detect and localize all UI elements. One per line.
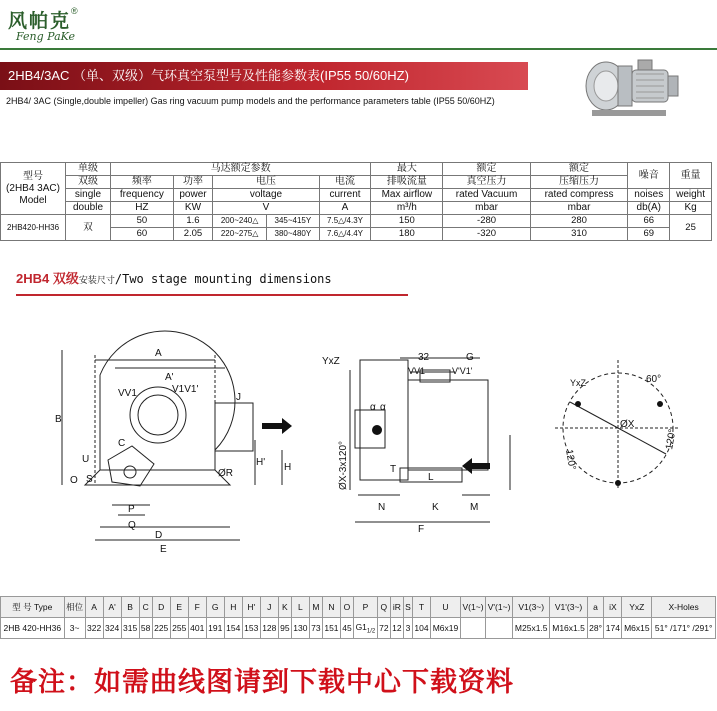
label-alpha-2: α bbox=[380, 402, 386, 413]
dims-header-row bbox=[1, 597, 716, 618]
compress-h3: rated compress bbox=[530, 189, 628, 202]
dims-cell bbox=[291, 618, 309, 639]
airflow-h2: 排吸流量 bbox=[371, 176, 443, 189]
noise-unit: db(A) bbox=[628, 202, 670, 215]
dims-cell bbox=[260, 618, 278, 639]
dims-header-cell: V1(3~) bbox=[513, 597, 550, 618]
dimensions-table bbox=[0, 596, 716, 639]
voltage-h1: 电压 bbox=[213, 176, 320, 189]
label-N: N bbox=[378, 502, 386, 513]
voltage-unit: V bbox=[213, 202, 320, 215]
dims-header-cell: B bbox=[121, 597, 139, 618]
dims-cell-subscript: 1/2 bbox=[366, 628, 376, 635]
dims-header-cell: 相位 bbox=[64, 597, 85, 618]
dims-cell bbox=[390, 618, 403, 639]
dims-cell-value: 51° /171° /291° bbox=[654, 623, 713, 633]
label-C: C bbox=[118, 438, 126, 449]
label-E: E bbox=[160, 544, 167, 555]
section-title-en: /Two stage mounting dimensions bbox=[114, 272, 332, 286]
stage-double-en: double bbox=[66, 202, 111, 215]
label-D: D bbox=[155, 530, 163, 541]
dims-cell-value: 73 bbox=[311, 623, 321, 633]
label-P: P bbox=[128, 504, 135, 515]
dims-cell-value: 174 bbox=[605, 623, 620, 633]
dims-cell-value: 315 bbox=[123, 623, 138, 633]
bolt-hole-icon bbox=[657, 401, 663, 407]
cell-voltage-y: 380~480Y bbox=[267, 228, 320, 241]
dims-cell bbox=[152, 618, 170, 639]
dims-cell-value: 401 bbox=[190, 623, 205, 633]
dims-header-cell: T bbox=[413, 597, 431, 618]
dims-cell-value: 324 bbox=[105, 623, 120, 633]
bolt-hole-icon bbox=[615, 480, 621, 486]
outlet-arrow-icon bbox=[262, 418, 292, 434]
dims-cell-value: 95 bbox=[280, 623, 290, 633]
dims-cell bbox=[403, 618, 412, 639]
label-G: G bbox=[466, 352, 474, 363]
label-V1V1: V1V1' bbox=[172, 384, 199, 395]
dims-cell-value: 104 bbox=[414, 623, 429, 633]
dims-header-cell: K bbox=[278, 597, 291, 618]
dims-cell bbox=[604, 618, 622, 639]
dims-header-cell: A bbox=[85, 597, 103, 618]
dims-header-cell: H' bbox=[242, 597, 260, 618]
dims-cell bbox=[340, 618, 353, 639]
col-model-1: 型号 bbox=[23, 170, 43, 182]
dims-cell bbox=[413, 618, 431, 639]
dims-header-cell: L bbox=[291, 597, 309, 618]
motor-params-header: 马达额定参数 bbox=[111, 163, 371, 176]
stage-cell: 双 bbox=[66, 215, 111, 241]
dims-header-cell: iR bbox=[390, 597, 403, 618]
label-T: T bbox=[390, 464, 397, 475]
dims-cell-value: 255 bbox=[172, 623, 187, 633]
dims-cell-value: 45 bbox=[342, 623, 352, 633]
label-X3x120: ØX-3x120° bbox=[338, 440, 349, 490]
label-H: H bbox=[284, 462, 292, 473]
label-YxZ-flange: YxZ bbox=[570, 378, 587, 388]
label-alpha-1: α bbox=[370, 402, 376, 413]
dims-cell bbox=[550, 618, 587, 639]
performance-table bbox=[0, 162, 712, 241]
header-rule bbox=[0, 48, 717, 50]
label-J: J bbox=[236, 392, 241, 403]
cell-airflow: 150 bbox=[371, 215, 443, 228]
current-h2: current bbox=[319, 189, 371, 202]
dims-cell bbox=[103, 618, 121, 639]
dims-cell bbox=[486, 618, 513, 639]
noise-h1: 噪音 bbox=[628, 163, 670, 189]
dims-header-cell: X-Holes bbox=[652, 597, 716, 618]
label-L: L bbox=[428, 472, 434, 483]
compress-unit: mbar bbox=[530, 202, 628, 215]
dims-cell-value: 225 bbox=[154, 623, 169, 633]
brand-name-en: Feng PaKe bbox=[16, 30, 76, 43]
dims-cell bbox=[322, 618, 340, 639]
label-60: 60° bbox=[646, 374, 662, 385]
dims-cell bbox=[170, 618, 188, 639]
dims-header-cell: a bbox=[587, 597, 604, 618]
dims-cell bbox=[139, 618, 152, 639]
dims-cell bbox=[431, 618, 461, 639]
label-A: A bbox=[155, 348, 162, 359]
current-h1: 电流 bbox=[319, 176, 371, 189]
weight-h2: weight bbox=[670, 189, 712, 202]
label-O: O bbox=[70, 475, 78, 486]
title-banner: 2HB4/3AC （单、双级）气环真空泵型号及性能参数表(IP55 50/60HZ) bbox=[0, 62, 528, 90]
dims-cell-value: G1 bbox=[355, 621, 367, 632]
dims-cell-value: 72 bbox=[379, 623, 389, 633]
dims-header-cell: V1'(3~) bbox=[550, 597, 587, 618]
dims-cell bbox=[224, 618, 242, 639]
mounting-section-title bbox=[16, 268, 408, 296]
brand-name-cn: 风帕克 bbox=[8, 10, 72, 32]
label-32: 32 bbox=[418, 352, 430, 363]
dims-cell-value: 191 bbox=[208, 623, 223, 633]
mounting-drawing bbox=[0, 300, 717, 592]
label-Vp: V'V1' bbox=[452, 366, 473, 376]
dims-cell bbox=[622, 618, 652, 639]
dims-cell bbox=[587, 618, 604, 639]
cell-current: 7.6△/4.4Y bbox=[319, 228, 371, 241]
dims-cell-value: 153 bbox=[244, 623, 259, 633]
dims-cell-value: 151 bbox=[324, 623, 339, 633]
cell-power: 1.6 bbox=[173, 215, 212, 228]
cell-voltage-delta: 200~240△ bbox=[213, 215, 267, 228]
label-U: U bbox=[82, 454, 90, 465]
dims-cell-value: 12 bbox=[392, 623, 402, 633]
dims-header-cell: S bbox=[403, 597, 412, 618]
cell-voltage-delta: 220~275△ bbox=[213, 228, 267, 241]
stage-double-cn: 双级 bbox=[66, 176, 111, 189]
cell-voltage-y: 345~415Y bbox=[267, 215, 320, 228]
compress-h1: 额定 bbox=[530, 163, 628, 176]
airflow-unit: m³/h bbox=[371, 202, 443, 215]
cell-weight: 25 bbox=[670, 215, 712, 241]
dims-header-cell: YxZ bbox=[622, 597, 652, 618]
dims-cell-value: M6x15 bbox=[624, 623, 650, 633]
inlet-arrow-icon bbox=[462, 458, 490, 474]
vacuum-h3: rated Vacuum bbox=[443, 189, 530, 202]
label-VV1-side: VV1 bbox=[408, 366, 426, 376]
label-YxZ: YxZ bbox=[322, 356, 340, 367]
dims-header-cell: G bbox=[206, 597, 224, 618]
dims-cell bbox=[242, 618, 260, 639]
section-title-small: 安装尺寸 bbox=[78, 275, 115, 285]
table-row bbox=[1, 215, 712, 228]
dims-header-cell: E bbox=[170, 597, 188, 618]
label-B: B bbox=[55, 414, 62, 425]
dims-cell bbox=[1, 618, 65, 639]
dims-cell bbox=[377, 618, 390, 639]
dims-cell-value: M16x1.5 bbox=[552, 623, 585, 633]
dims-header-cell: V(1~) bbox=[460, 597, 485, 618]
vacuum-unit: mbar bbox=[443, 202, 530, 215]
label-F: F bbox=[418, 524, 425, 535]
noise-h2: noises bbox=[628, 189, 670, 202]
dims-header-cell: U bbox=[431, 597, 461, 618]
dims-cell-value: 2HB 420-HH36 bbox=[3, 623, 62, 633]
label-M: M bbox=[470, 502, 479, 513]
cell-noise: 69 bbox=[628, 228, 670, 241]
cell-vacuum: -280 bbox=[443, 215, 530, 228]
cell-freq: 60 bbox=[111, 228, 174, 241]
dims-cell-value: 28° bbox=[589, 623, 602, 633]
pump-product-image bbox=[578, 52, 686, 120]
power-h2: power bbox=[173, 189, 212, 202]
dims-header-cell: V'(1~) bbox=[486, 597, 513, 618]
dims-cell bbox=[309, 618, 322, 639]
vacuum-h2: 真空压力 bbox=[443, 176, 530, 189]
label-Q: Q bbox=[128, 520, 136, 531]
stage-single-cn: 单级 bbox=[66, 163, 111, 176]
dims-header-cell: H bbox=[224, 597, 242, 618]
voltage-h2: voltage bbox=[213, 189, 320, 202]
label-K: K bbox=[432, 502, 439, 513]
dims-cell bbox=[121, 618, 139, 639]
weight-h1: 重量 bbox=[670, 163, 712, 189]
model-cell: 2HB420-HH36 bbox=[1, 215, 66, 241]
label-S: S bbox=[86, 474, 93, 485]
dims-header-cell: M bbox=[309, 597, 322, 618]
dims-cell bbox=[513, 618, 550, 639]
dims-cell bbox=[278, 618, 291, 639]
label-phiX: ØX bbox=[620, 419, 635, 430]
freq-h1: 频率 bbox=[111, 176, 174, 189]
side-pump-head bbox=[360, 360, 408, 480]
dims-header-cell: C bbox=[139, 597, 152, 618]
vacuum-h1: 额定 bbox=[443, 163, 530, 176]
label-R: ØR bbox=[218, 468, 233, 479]
dims-header-cell: F bbox=[188, 597, 206, 618]
dims-cell-value: 130 bbox=[293, 623, 308, 633]
cell-vacuum: -320 bbox=[443, 228, 530, 241]
cell-power: 2.05 bbox=[173, 228, 212, 241]
dims-cell bbox=[85, 618, 103, 639]
freq-h2: frequency bbox=[111, 189, 174, 202]
airflow-h3: Max airflow bbox=[371, 189, 443, 202]
dims-cell bbox=[188, 618, 206, 639]
section-title-bold: 2HB4 双级 bbox=[16, 271, 79, 286]
dims-cell bbox=[64, 618, 85, 639]
airflow-h1: 最大 bbox=[371, 163, 443, 176]
flange-bolt-icon bbox=[372, 425, 382, 435]
dims-cell bbox=[460, 618, 485, 639]
dims-header-cell: 型 号 Type bbox=[1, 597, 65, 618]
dims-cell-value: 3~ bbox=[69, 623, 80, 633]
dims-cell bbox=[206, 618, 224, 639]
label-A1: A' bbox=[165, 372, 174, 383]
front-port-circle bbox=[138, 395, 178, 435]
dims-cell bbox=[354, 618, 378, 639]
dims-cell-value: M25x1.5 bbox=[514, 623, 548, 633]
bolt-hole-icon bbox=[575, 401, 581, 407]
power-unit: KW bbox=[173, 202, 212, 215]
remark-note: 备注：如需曲线图请到下载中心下载资料 bbox=[10, 667, 514, 698]
dims-cell-value: 58 bbox=[140, 623, 151, 633]
cell-current: 7.5△/4.3Y bbox=[319, 215, 371, 228]
weight-unit: Kg bbox=[670, 202, 712, 215]
dims-cell-value: M6x19 bbox=[432, 623, 459, 633]
cell-noise: 66 bbox=[628, 215, 670, 228]
cell-compress: 310 bbox=[530, 228, 628, 241]
current-unit: A bbox=[319, 202, 371, 215]
col-model-2: (2HB4 3AC) bbox=[6, 182, 60, 194]
power-h1: 功率 bbox=[173, 176, 212, 189]
registered-mark: ® bbox=[71, 6, 78, 16]
dims-cell-value: 128 bbox=[262, 623, 277, 633]
dims-cell-value: 154 bbox=[226, 623, 241, 633]
label-120-left: 120° bbox=[563, 448, 578, 471]
cell-airflow: 180 bbox=[371, 228, 443, 241]
dims-header-cell: Q bbox=[377, 597, 390, 618]
side-motor bbox=[408, 380, 488, 470]
label-120-right: 120° bbox=[664, 428, 679, 451]
dims-header-cell: J bbox=[260, 597, 278, 618]
col-model-3: Model bbox=[19, 194, 47, 206]
title-english: 2HB4/ 3AC (Single,double impeller) Gas ring vacuum pump models and the performance parameters table (IP55 50/60HZ) bbox=[6, 96, 495, 106]
dims-header-cell: O bbox=[340, 597, 353, 618]
dims-header-cell: A' bbox=[103, 597, 121, 618]
dims-header-cell: iX bbox=[604, 597, 622, 618]
dims-cell bbox=[652, 618, 716, 639]
dims-header-cell: D bbox=[152, 597, 170, 618]
freq-unit: HZ bbox=[111, 202, 174, 215]
dims-header-cell: N bbox=[322, 597, 340, 618]
cell-freq: 50 bbox=[111, 215, 174, 228]
dims-header-cell: P bbox=[354, 597, 378, 618]
label-VV1: VV1 bbox=[118, 388, 137, 399]
brand-logo bbox=[8, 6, 118, 50]
cell-compress: 280 bbox=[530, 215, 628, 228]
stage-single-en: single bbox=[66, 189, 111, 202]
compress-h2: 压缩压力 bbox=[530, 176, 628, 189]
label-H1: H' bbox=[256, 457, 266, 468]
table-row bbox=[1, 618, 716, 639]
dims-cell-value: 322 bbox=[86, 623, 102, 633]
front-base bbox=[85, 470, 230, 485]
dims-cell-value: 3 bbox=[405, 623, 411, 633]
